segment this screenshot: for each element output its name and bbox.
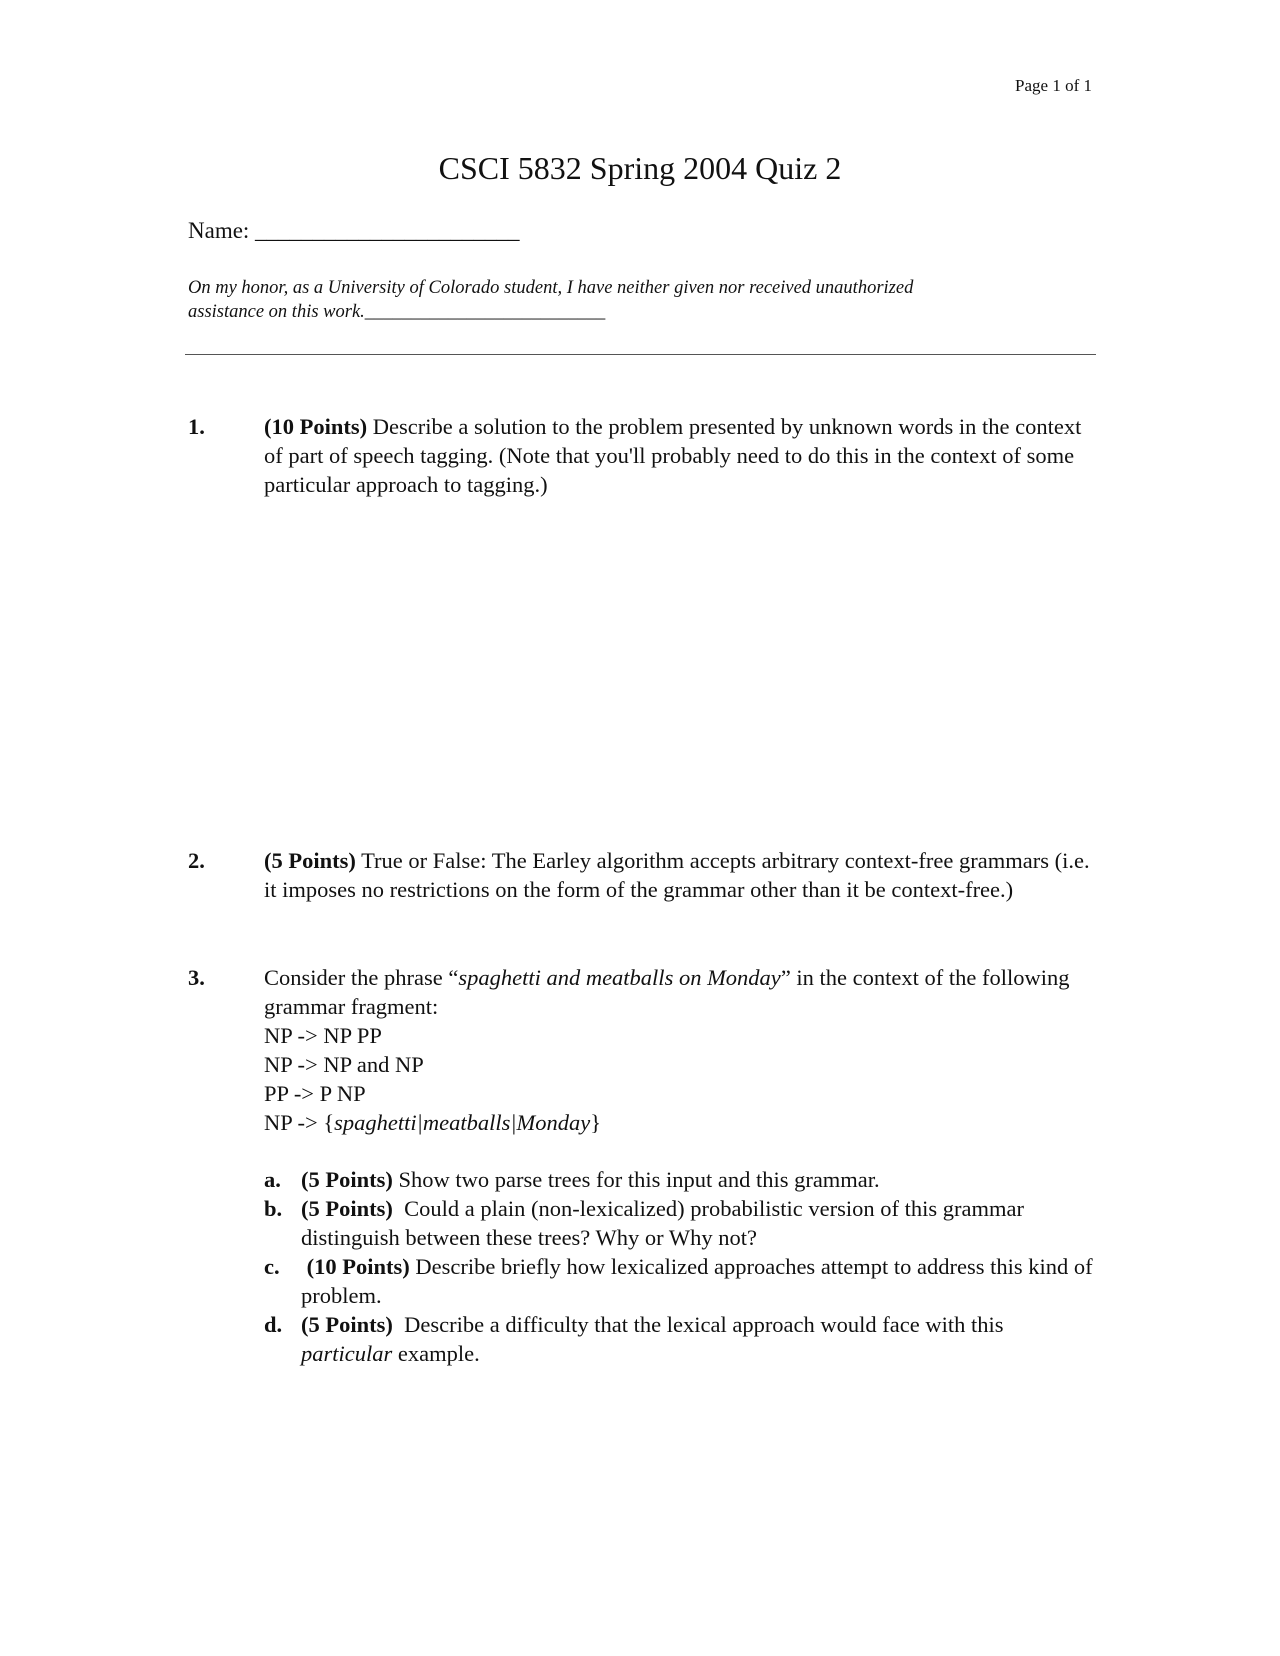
question-intro — [264, 963, 1094, 1021]
grammar-rule: NP -> NP and NP — [264, 1052, 424, 1077]
part-c — [264, 1252, 1094, 1310]
part-label: b. — [264, 1196, 283, 1221]
part-text: Describe briefly how lexicalized approaches attempt to address this kind of problem. — [301, 1254, 1093, 1308]
question-text: True or False: The Earley algorithm accepts arbitrary context-free grammars (i.e. it imposes no restrictions on the form of the grammar other than it be context-free.) — [264, 848, 1090, 902]
part-text: Describe a difficulty that the lexical approach would face with this — [392, 1312, 1010, 1337]
part-d — [264, 1310, 1094, 1368]
rule-text: NP -> { — [264, 1110, 335, 1135]
divider — [185, 354, 1096, 355]
points: (5 Points) — [301, 1196, 393, 1221]
points: (5 Points) — [301, 1312, 393, 1337]
points: (5 Points) — [301, 1167, 393, 1192]
part-label: c. — [264, 1254, 280, 1279]
grammar-rule-lexical — [264, 1108, 1094, 1137]
question-text: Describe a solution to the problem presented by unknown words in the context of part of speech tagging. (Note that you'll probably need to do this in the context of some particular approach to tagging.) — [264, 414, 1082, 497]
rule-text: } — [590, 1110, 602, 1135]
intro-text: ” in the context of the following grammar fragment: — [264, 965, 1070, 1019]
honor-pledge — [188, 276, 1088, 324]
points: (10 Points) — [264, 414, 368, 439]
grammar-rule: PP -> P NP — [264, 1081, 366, 1106]
page-number: Page 1 of 1 — [1015, 76, 1092, 95]
part-b — [264, 1194, 1094, 1252]
points: (5 Points) — [264, 848, 356, 873]
phrase: spaghetti and meatballs on Monday — [458, 965, 781, 990]
honor-line-1: On my honor, as a University of Colorado student, I have neither given nor received unauthorized — [188, 278, 914, 298]
question-number: 1. — [188, 414, 205, 439]
emphasis: particular — [301, 1341, 393, 1366]
part-label: a. — [264, 1167, 281, 1192]
name-field-label: Name: _______________________ — [188, 218, 520, 243]
part-text: Could a plain (non-lexicalized) probabilistic version of this grammar distinguish between these trees? Why or Why not? — [301, 1196, 1030, 1250]
honor-line-2: assistance on this work.__________________________ — [188, 302, 606, 322]
part-label: d. — [264, 1312, 283, 1337]
question-number: 2. — [188, 848, 205, 873]
part-text: Show two parse trees for this input and this grammar. — [392, 1167, 880, 1192]
rule-words: spaghetti|meatballs|Monday — [334, 1110, 591, 1135]
points: (10 Points) — [301, 1254, 410, 1279]
intro-text: Consider the phrase “ — [264, 965, 459, 990]
part-text: example. — [392, 1341, 480, 1366]
grammar-rule: NP -> NP PP — [264, 1023, 382, 1048]
part-a — [264, 1165, 1094, 1194]
question-number: 3. — [188, 965, 205, 990]
page-title: CSCI 5832 Spring 2004 Quiz 2 — [438, 150, 842, 186]
